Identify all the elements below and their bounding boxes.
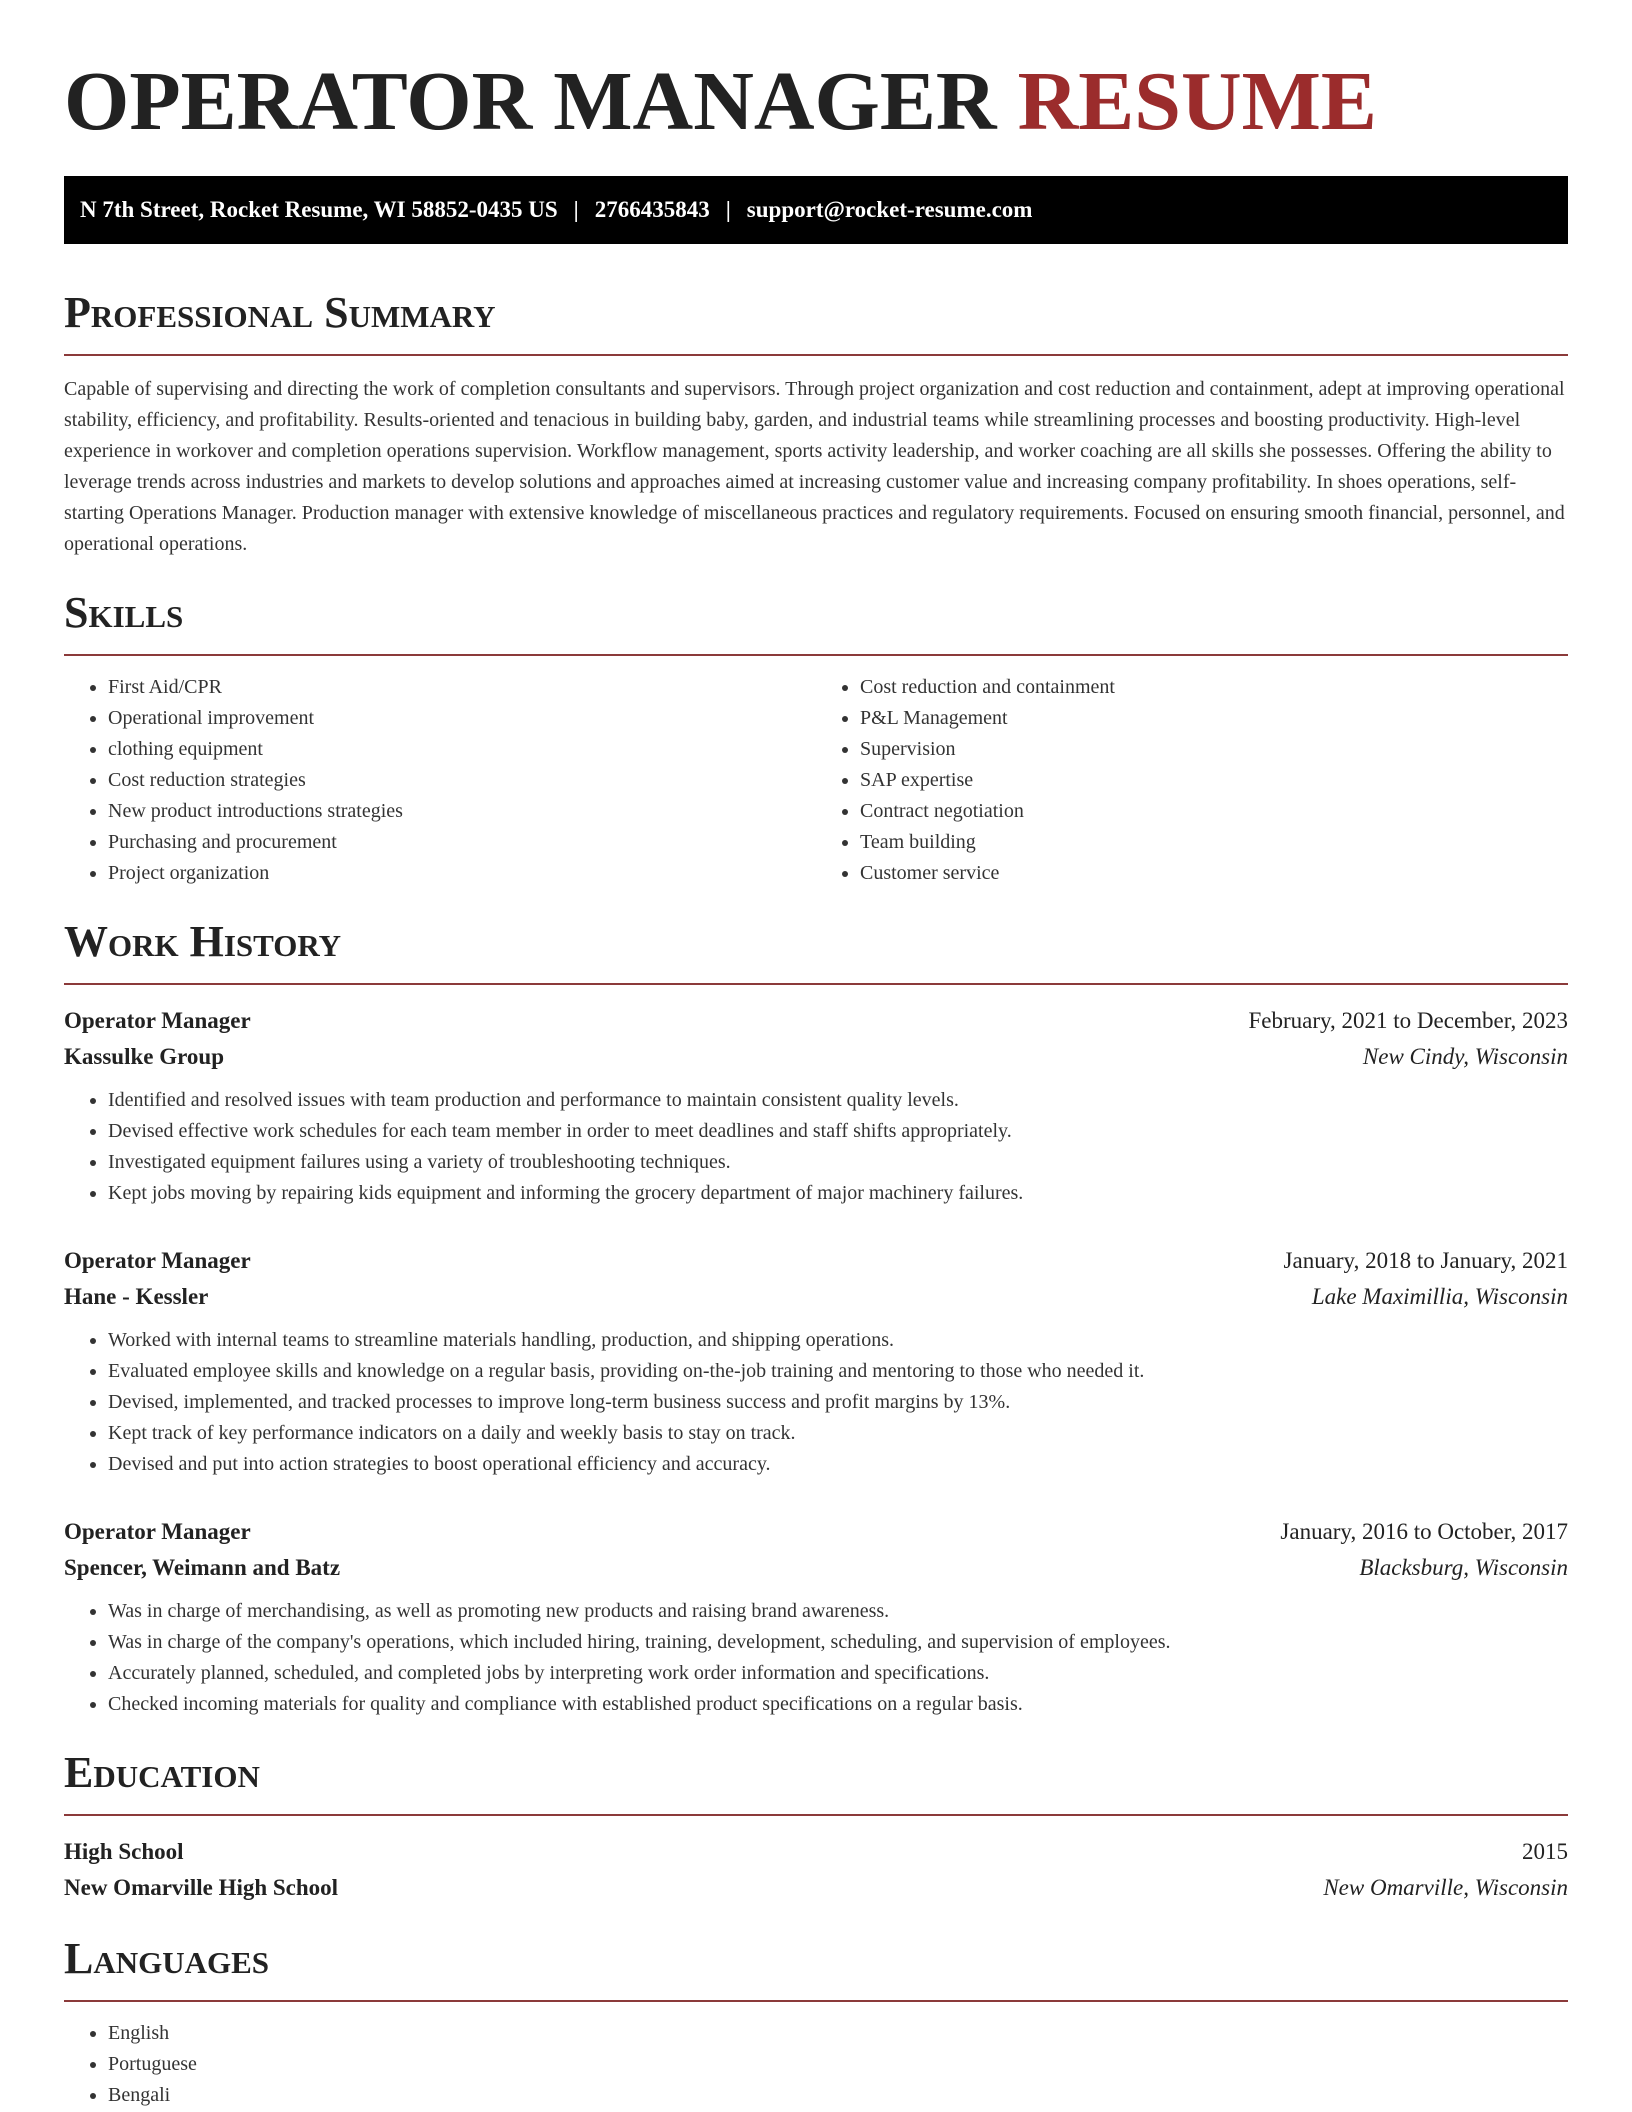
- job-company: Kassulke Group: [64, 1044, 224, 1069]
- job-title: Operator Manager: [64, 1519, 251, 1544]
- skills-list-right: [816, 672, 1568, 889]
- job-bullet: • Was in charge of merchandising, as well as promoting new products and raising brand awareness.: [108, 1596, 1568, 1627]
- job-bullet: • Evaluated employee skills and knowledge on a regular basis, providing on-the-job training and mentoring to those who needed it.: [108, 1356, 1568, 1387]
- education-heading: Education: [64, 1748, 1568, 1816]
- job-entry: [64, 1243, 1568, 1480]
- job-location: Blacksburg, Wisconsin: [1359, 1555, 1568, 1580]
- summary-section: [64, 288, 1568, 560]
- job-bullet: • Accurately planned, scheduled, and completed jobs by interpreting work order information and specifications.: [108, 1658, 1568, 1689]
- job-title: Operator Manager: [64, 1248, 251, 1273]
- job-entry: [64, 1514, 1568, 1720]
- skill-item: • Customer service: [860, 858, 1568, 889]
- languages-list: [64, 2018, 1568, 2111]
- job-dates: January, 2018 to January, 2021: [1283, 1248, 1568, 1273]
- job-bullet: • Devised, implemented, and tracked processes to improve long-term business success and profit margins by 13%.: [108, 1387, 1568, 1418]
- skill-item: • clothing equipment: [108, 734, 816, 765]
- skill-item: • Team building: [860, 827, 1568, 858]
- contact-separator: |: [573, 197, 579, 222]
- languages-heading: Languages: [64, 1934, 1568, 2002]
- skill-item: • Supervision: [860, 734, 1568, 765]
- education-entry: [64, 1834, 1568, 1906]
- job-bullets: [64, 1325, 1568, 1480]
- contact-separator: |: [725, 197, 731, 222]
- job-bullet: • Devised effective work schedules for each team member in order to meet deadlines and staff shifts appropriately.: [108, 1116, 1568, 1147]
- skills-heading: Skills: [64, 588, 1568, 656]
- skill-item: • Project organization: [108, 858, 816, 889]
- job-bullet: • Was in charge of the company's operations, which included hiring, training, development, scheduling, and supervision of employees.: [108, 1627, 1568, 1658]
- skills-column-left: [64, 672, 816, 889]
- skill-item: • First Aid/CPR: [108, 672, 816, 703]
- skills-column-right: [816, 672, 1568, 889]
- job-location: Lake Maximillia, Wisconsin: [1311, 1284, 1568, 1309]
- job-bullet: • Identified and resolved issues with team production and performance to maintain consistent quality levels.: [108, 1085, 1568, 1116]
- title-accent: RESUME: [1017, 55, 1377, 148]
- job-bullets: [64, 1596, 1568, 1720]
- job-company: Spencer, Weimann and Batz: [64, 1555, 341, 1580]
- job-bullet: • Worked with internal teams to streamline materials handling, production, and shipping operations.: [108, 1325, 1568, 1356]
- work-history-heading: Work History: [64, 917, 1568, 985]
- education-degree: High School: [64, 1839, 184, 1864]
- resume-title: [64, 0, 1568, 176]
- language-item: • Bengali: [108, 2080, 1568, 2111]
- education-section: [64, 1748, 1568, 1906]
- job-bullet: • Devised and put into action strategies to boost operational efficiency and accuracy.: [108, 1449, 1568, 1480]
- skill-item: • P&L Management: [860, 703, 1568, 734]
- skill-item: • Purchasing and procurement: [108, 827, 816, 858]
- contact-address: N 7th Street, Rocket Resume, WI 58852-0435 US: [80, 197, 558, 222]
- job-bullet: • Checked incoming materials for quality and compliance with established product specifications on a regular basis.: [108, 1689, 1568, 1720]
- contact-email[interactable]: support@rocket-resume.com: [746, 197, 1033, 222]
- contact-phone: 2766435843: [594, 197, 710, 222]
- language-item: • English: [108, 2018, 1568, 2049]
- contact-bar: [64, 176, 1568, 244]
- job-bullets: [64, 1085, 1568, 1209]
- skills-section: [64, 588, 1568, 889]
- skills-grid: [64, 672, 1568, 889]
- languages-section: [64, 1934, 1568, 2111]
- education-year: 2015: [1522, 1839, 1568, 1864]
- skill-item: • New product introductions strategies: [108, 796, 816, 827]
- education-location: New Omarville, Wisconsin: [1323, 1875, 1568, 1900]
- skill-item: • Cost reduction and containment: [860, 672, 1568, 703]
- job-dates: January, 2016 to October, 2017: [1280, 1519, 1568, 1544]
- education-school: New Omarville High School: [64, 1875, 339, 1900]
- skill-item: • Cost reduction strategies: [108, 765, 816, 796]
- job-entry: [64, 1003, 1568, 1209]
- language-item: • Portuguese: [108, 2049, 1568, 2080]
- title-main: OPERATOR MANAGER: [64, 55, 997, 148]
- skill-item: • Operational improvement: [108, 703, 816, 734]
- skill-item: • Contract negotiation: [860, 796, 1568, 827]
- job-dates: February, 2021 to December, 2023: [1248, 1008, 1568, 1033]
- skill-item: • SAP expertise: [860, 765, 1568, 796]
- job-bullet: • Kept track of key performance indicators on a daily and weekly basis to stay on track.: [108, 1418, 1568, 1449]
- job-bullet: • Investigated equipment failures using a variety of troubleshooting techniques.: [108, 1147, 1568, 1178]
- work-history-section: [64, 917, 1568, 1720]
- job-company: Hane - Kessler: [64, 1284, 209, 1309]
- job-title: Operator Manager: [64, 1008, 251, 1033]
- job-location: New Cindy, Wisconsin: [1362, 1044, 1568, 1069]
- summary-heading: Professional Summary: [64, 288, 1568, 356]
- job-bullet: • Kept jobs moving by repairing kids equipment and informing the grocery department of major machinery failures.: [108, 1178, 1568, 1209]
- summary-text: Capable of supervising and directing the work of completion consultants and supervisors. Through project organization and cost reduction and containment, adept at improving operational stability, efficiency, and profitability. Results-oriented and tenacious in building baby, garden, and industrial teams while streamlining processes and boosting productivity. High-level experience in workover and completion operations supervision. Workflow management, sports activity leadership, and worker coaching are all skills she possesses. Offering the ability to leverage trends across industries and markets to develop solutions and approaches aimed at increasing customer value and increasing company profitability. In shoes operations, self-starting Operations Manager. Production manager with extensive knowledge of miscellaneous practices and regulatory requirements. Focused on ensuring smooth financial, personnel, and operational operations.: [64, 378, 1565, 555]
- skills-list-left: [64, 672, 816, 889]
